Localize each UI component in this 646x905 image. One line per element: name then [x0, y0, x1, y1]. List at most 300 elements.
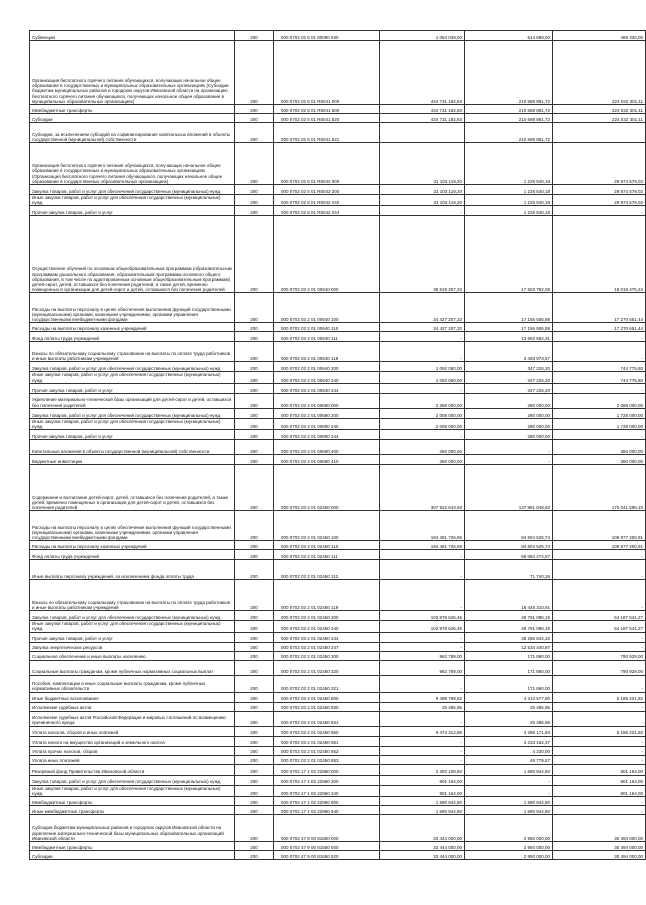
table-row	[30, 143, 646, 185]
row-name-cell: Иные межбюджетные трансферты	[30, 806, 235, 815]
row-code-cell: 200	[235, 642, 274, 651]
row-executed-cell: -	[465, 440, 553, 455]
table-row	[30, 775, 646, 785]
row-code-cell: 200	[235, 293, 274, 323]
table-row	[30, 393, 646, 408]
row-classification-cell: 000 0702 47 9 00 81650 520	[274, 851, 380, 860]
row-unexecuted-cell: 744 775,80	[553, 372, 646, 383]
row-code-cell: 200	[235, 755, 274, 764]
row-name-cell: Иные закупки товаров, работ и услуг для обеспечения государственных (муниципальных) нужд	[30, 372, 235, 383]
row-classification-cell: 000 0702 03 2 01 02460 240	[274, 621, 380, 632]
row-classification-cell: 000 0702 03 2 01 02460 112	[274, 560, 380, 580]
row-executed-cell: 171 860,00	[465, 660, 553, 675]
table-row	[30, 408, 646, 418]
row-unexecuted-cell: -	[553, 755, 646, 764]
table-row	[30, 642, 646, 651]
row-approved-cell: 9 474 312,86	[380, 726, 465, 736]
row-approved-cell: -	[380, 550, 465, 560]
row-executed-cell: 1 228 540,18	[465, 185, 553, 195]
row-unexecuted-cell: 1 728 000,00	[553, 408, 646, 418]
row-approved-cell: 1 092 050,00	[380, 372, 465, 383]
table-row	[30, 851, 646, 860]
row-name-cell: Межбюджетные трансферты	[30, 842, 235, 851]
row-unexecuted-cell: 224 032 301,11	[553, 105, 646, 114]
row-name-cell: Субсидии бюджетам муниципальных районов и городских округов Ивановской области на укрепление материально-технической базы муниципальных образовательных организаций Ивановской области	[30, 815, 235, 842]
row-classification-cell: 000 0702 03 2 01 00690 240	[274, 418, 380, 429]
row-unexecuted-cell: 54 187 541,27	[553, 621, 646, 632]
row-executed-cell: 210 698 881,72	[465, 114, 553, 123]
row-approved-cell: 434 731 182,83	[380, 105, 465, 114]
row-name-cell: Иные закупки товаров, работ и услуг для обеспечения государственных (муниципальных) нужд	[30, 195, 235, 206]
row-approved-cell: 33 444 000,00	[380, 851, 465, 860]
row-code-cell: 200	[235, 736, 274, 746]
row-executed-cell: 1 228 540,18	[465, 143, 553, 185]
row-approved-cell: 31 103 119,20	[380, 195, 465, 206]
row-name-cell: Расходы на выплаты персоналу в целях обеспечения выполнения функций государственными (муниципальными) органами, казенными учреждениями, органами управления государственными внебюджетными фондами	[30, 511, 235, 541]
row-unexecuted-cell: -	[553, 560, 646, 580]
row-name-cell: Взносы по обязательному социальному страхованию на выплаты по оплате труда работников и иные выплаты работникам учреждений	[30, 342, 235, 362]
row-approved-cell: 102 978 626,46	[380, 621, 465, 632]
row-name-cell: Межбюджетные трансферты	[30, 105, 235, 114]
row-classification-cell: 000 0702 03 2 01 02460 830	[274, 702, 380, 711]
row-name-cell: Уплата иных платежей	[30, 755, 235, 764]
row-unexecuted-cell: -	[553, 797, 646, 806]
row-classification-cell: 000 0702 03 2 01 00640 100	[274, 293, 380, 323]
row-approved-cell: 1 590 944,80	[380, 806, 465, 815]
row-approved-cell: 2 392 108,80	[380, 764, 465, 775]
row-executed-cell: 48 791 085,19	[465, 611, 553, 621]
row-executed-cell: 1 228 540,18	[465, 195, 553, 206]
table-row	[30, 785, 646, 796]
row-executed-cell: 280 000,00	[465, 430, 553, 440]
row-executed-cell: 4 230,00	[465, 746, 553, 755]
table-row	[30, 611, 646, 621]
row-name-cell: Фонд оплаты труда учреждений	[30, 332, 235, 342]
row-name-cell: Иные бюджетные ассигнования	[30, 692, 235, 702]
row-approved-cell: 2 008 000,00	[380, 418, 465, 429]
row-unexecuted-cell: -	[553, 550, 646, 560]
table-row	[30, 206, 646, 216]
row-unexecuted-cell: 30 494 000,00	[553, 815, 646, 842]
row-name-cell: Уплата прочих налогов, сборов	[30, 746, 235, 755]
row-approved-cell: 194 481 726,65	[380, 511, 465, 541]
row-approved-cell: 434 731 182,83	[380, 114, 465, 123]
row-code-cell: 200	[235, 465, 274, 511]
row-classification-cell: 000 0702 03 2 01 02460 100	[274, 511, 380, 541]
row-unexecuted-cell: -	[553, 580, 646, 611]
row-unexecuted-cell: 109 877 200,91	[553, 541, 646, 550]
table-row	[30, 105, 646, 114]
budget-report-page	[29, 30, 643, 860]
row-code-cell: 200	[235, 764, 274, 775]
row-name-cell: Прочая закупка товаров, работ и услуг	[30, 632, 235, 642]
row-code-cell: 200	[235, 114, 274, 123]
row-unexecuted-cell: 360 000,00	[553, 440, 646, 455]
table-row	[30, 541, 646, 550]
table-row	[30, 726, 646, 736]
row-executed-cell: 614 689,00	[465, 31, 553, 41]
row-approved-cell: -	[380, 430, 465, 440]
row-name-cell: Закупка товаров, работ и услуг для обеспечения государственных (муниципальных) нужд	[30, 408, 235, 418]
budget-execution-table	[29, 30, 646, 860]
table-row	[30, 764, 646, 775]
table-row	[30, 755, 646, 764]
row-name-cell: Расходы на выплаты персоналу казенных учреждений	[30, 323, 235, 332]
row-approved-cell: 1 092 050,00	[380, 362, 465, 372]
row-code-cell: 200	[235, 418, 274, 429]
row-classification-cell: 000 0702 02 5 01 R5042 244	[274, 206, 380, 216]
row-approved-cell: 34 427 207,32	[380, 293, 465, 323]
row-approved-cell: -	[380, 632, 465, 642]
table-row	[30, 711, 646, 726]
row-unexecuted-cell: 1 728 000,00	[553, 418, 646, 429]
table-row	[30, 806, 646, 815]
row-classification-cell: 000 0702 03 2 01 00690 200	[274, 408, 380, 418]
row-classification-cell: 000 0702 47 9 00 81650 000	[274, 815, 380, 842]
row-name-cell: Взносы по обязательному социальному страхованию на выплаты по оплате труда работников и иные выплаты работникам учреждений	[30, 580, 235, 611]
row-classification-cell: 000 0702 02 5 01 R5041 500	[274, 105, 380, 114]
table-row	[30, 216, 646, 293]
row-approved-cell: -	[380, 642, 465, 651]
row-approved-cell: -	[380, 383, 465, 393]
row-unexecuted-cell: 790 929,00	[553, 660, 646, 675]
row-code-cell: 200	[235, 842, 274, 851]
row-approved-cell: 434 731 182,83	[380, 41, 465, 105]
table-row	[30, 621, 646, 632]
row-executed-cell: -	[465, 455, 553, 465]
row-executed-cell: 25 486,96	[465, 711, 553, 726]
row-name-cell: Прочая закупка товаров, работ и услуг	[30, 206, 235, 216]
row-classification-cell: 000 0702 03 2 01 02460 300	[274, 651, 380, 660]
row-classification-cell: 000 0702 17 1 02 22960 500	[274, 797, 380, 806]
row-approved-cell: 31 103 119,20	[380, 143, 465, 185]
row-code-cell: 200	[235, 41, 274, 105]
row-code-cell: 200	[235, 511, 274, 541]
table-row	[30, 185, 646, 195]
row-name-cell: Организация бесплатного горячего питания обучающихся, получающих начальное общее образование в государственных и муниципальных образовательных организациях (Субсидии бюджетам муниципальных районов и городских округов Ивановской области на организацию бесплатного горячего питания обучающихся, получающих начальное общее образование в муниципальных образовательных организациях)	[30, 41, 235, 105]
row-classification-cell: 000 0702 03 2 01 02460 852	[274, 746, 380, 755]
row-name-cell: Резервный фонд Правительства Ивановской области	[30, 764, 235, 775]
table-row	[30, 675, 646, 692]
row-unexecuted-cell: -	[553, 806, 646, 815]
row-approved-cell: 2 008 000,00	[380, 408, 465, 418]
row-executed-cell: 48 779,57	[465, 755, 553, 764]
row-classification-cell: 000 0702 03 2 01 00640 110	[274, 323, 380, 332]
row-code-cell: 200	[235, 702, 274, 711]
row-name-cell: Расходы на выплаты персоналу казенных учреждений	[30, 541, 235, 550]
row-classification-cell: 000 0702 02 5 01 R5041 000	[274, 41, 380, 105]
table-row	[30, 511, 646, 541]
table-row	[30, 362, 646, 372]
row-code-cell: 200	[235, 372, 274, 383]
row-classification-cell: 000 0702 03 2 01 02460 247	[274, 642, 380, 651]
row-code-cell: 200	[235, 541, 274, 550]
table-row	[30, 342, 646, 362]
row-name-cell: Осуществление обучения по основным общеобразовательным программам (образовательным программам дошкольного образования, образовательным программам основного общего образования, в том числе по адаптированным основным общеобразовательным программам) детей-сирот, детей, оставшихся без попечения родителей, а также детей, временно помещенных в организации для детей-сирот и детей, оставшихся без попечения родителей	[30, 216, 235, 293]
row-executed-cell: 347 226,20	[465, 372, 553, 383]
row-classification-cell: 000 0702 03 2 01 00640 244	[274, 383, 380, 393]
row-unexecuted-cell: 17 270 651,44	[553, 293, 646, 323]
row-classification-cell: 000 0702 02 5 01 R5042 240	[274, 195, 380, 206]
row-classification-cell: 000 0702 17 1 02 22960 240	[274, 785, 380, 796]
row-classification-cell: 000 0702 03 2 01 02460 831	[274, 711, 380, 726]
row-name-cell: Содержание и воспитание детей-сирот, детей, оставшихся без попечения родителей, а также детей, временно помещенных в организации для детей-сирот и детей, оставшихся без попечения родителей	[30, 465, 235, 511]
row-name-cell: Расходы на выплаты персоналу в целях обеспечения выполнения функций государственными (муниципальными) органами, казенными учреждениями, органами управления государственными внебюджетными фондами	[30, 293, 235, 323]
table-row	[30, 465, 646, 511]
row-executed-cell: 4 313 577,90	[465, 692, 553, 702]
row-unexecuted-cell: 109 877 200,91	[553, 511, 646, 541]
row-code-cell: 200	[235, 806, 274, 815]
row-classification-cell: 000 0702 17 1 02 22960 200	[274, 775, 380, 785]
row-name-cell: Иные закупки товаров, работ и услуг для обеспечения государственных (муниципальных) нужд	[30, 418, 235, 429]
table-row	[30, 440, 646, 455]
row-executed-cell: 1 228 540,18	[465, 206, 553, 216]
row-executed-cell: -	[465, 775, 553, 785]
row-executed-cell: 347 226,20	[465, 383, 553, 393]
row-name-cell: Субсидии, за исключением субсидий на софинансирование капитальных вложений в объекты государственной (муниципальной) собственности	[30, 123, 235, 143]
row-unexecuted-cell: 801 164,00	[553, 785, 646, 796]
table-row	[30, 323, 646, 332]
row-executed-cell: 2 950 000,00	[465, 842, 553, 851]
row-classification-cell: 000 0702 03 2 01 02460 320	[274, 660, 380, 675]
row-code-cell: 200	[235, 775, 274, 785]
row-name-cell: Укрепление материально-технической базы организаций для детей-сирот и детей, оставшихся без попечения родителей	[30, 393, 235, 408]
row-executed-cell: 210 698 881,72	[465, 123, 553, 143]
row-code-cell: 200	[235, 797, 274, 806]
row-approved-cell: -	[380, 332, 465, 342]
row-approved-cell: 962 789,00	[380, 651, 465, 660]
row-executed-cell: 48 791 085,19	[465, 621, 553, 632]
row-name-cell: Фонд оплаты труда учреждений	[30, 550, 235, 560]
row-approved-cell: -	[380, 675, 465, 692]
row-executed-cell: 84 604 525,74	[465, 511, 553, 541]
table-row	[30, 123, 646, 143]
row-code-cell: 200	[235, 746, 274, 755]
row-unexecuted-cell: 17 270 651,44	[553, 323, 646, 332]
row-approved-cell: 962 789,00	[380, 660, 465, 675]
row-approved-cell: -	[380, 746, 465, 755]
row-unexecuted-cell: -	[553, 675, 646, 692]
row-unexecuted-cell: 2 088 000,00	[553, 393, 646, 408]
row-name-cell: Социальные выплаты гражданам, кроме публичных нормативных социальных выплат	[30, 660, 235, 675]
row-name-cell: Иные выплаты персоналу учреждений, за исключением фонда оплаты труда	[30, 560, 235, 580]
row-executed-cell: 4 233 162,37	[465, 736, 553, 746]
row-classification-cell: 000 0702 03 2 01 02460 111	[274, 550, 380, 560]
row-classification-cell: 000 0702 17 1 02 22960 000	[274, 764, 380, 775]
row-executed-cell: 1 590 944,80	[465, 797, 553, 806]
row-name-cell: Уплата налога на имущество организаций и земельного налога	[30, 736, 235, 746]
row-unexecuted-cell: 18 015 475,24	[553, 216, 646, 293]
row-classification-cell: 000 0702 03 2 01 00690 244	[274, 430, 380, 440]
table-row	[30, 31, 646, 41]
row-classification-cell: 000 0702 03 2 01 00640 000	[274, 216, 380, 293]
row-code-cell: 200	[235, 621, 274, 632]
row-code-cell: 200	[235, 611, 274, 621]
row-approved-cell: 9 499 799,82	[380, 692, 465, 702]
row-classification-cell: 000 0702 03 2 01 02460 119	[274, 580, 380, 611]
row-approved-cell: -	[380, 711, 465, 726]
row-name-cell: Исполнение судебных актов Российской Федерации и мировых соглашений по возмещению причиненного вреда	[30, 711, 235, 726]
row-code-cell: 200	[235, 726, 274, 736]
row-classification-cell: 000 0702 03 2 01 02460 321	[274, 675, 380, 692]
row-name-cell: Иные закупки товаров, работ и услуг для обеспечения государственных (муниципальных) нужд	[30, 785, 235, 796]
row-executed-cell: 280 000,00	[465, 418, 553, 429]
row-approved-cell: 102 978 626,46	[380, 611, 465, 621]
row-executed-cell: 17 156 555,88	[465, 323, 553, 332]
row-name-cell: Закупка товаров, работ и услуг для обеспечения государственных (муниципальных) нужд	[30, 775, 235, 785]
row-approved-cell: 801 164,00	[380, 775, 465, 785]
row-code-cell: 200	[235, 430, 274, 440]
row-classification-cell: 000 0702 03 2 01 00640 111	[274, 332, 380, 342]
row-executed-cell: 1 590 944,80	[465, 764, 553, 775]
table-row	[30, 651, 646, 660]
row-unexecuted-cell: 30 494 000,00	[553, 851, 646, 860]
row-unexecuted-cell: -	[553, 702, 646, 711]
row-approved-cell: 34 427 207,32	[380, 323, 465, 332]
row-code-cell: 200	[235, 206, 274, 216]
row-code-cell: 200	[235, 560, 274, 580]
row-executed-cell: 137 881 048,83	[465, 465, 553, 511]
row-classification-cell: 000 0702 03 2 01 02460 800	[274, 692, 380, 702]
row-code-cell: 200	[235, 550, 274, 560]
row-classification-cell: 000 0702 03 2 01 00690 410	[274, 455, 380, 465]
row-unexecuted-cell: -	[553, 736, 646, 746]
row-executed-cell: 210 698 881,72	[465, 41, 553, 105]
row-unexecuted-cell: 224 032 301,11	[553, 41, 646, 105]
table-row	[30, 455, 646, 465]
row-executed-cell: 2 950 000,00	[465, 851, 553, 860]
row-unexecuted-cell: -	[553, 383, 646, 393]
row-approved-cell: 33 444 000,00	[380, 842, 465, 851]
row-unexecuted-cell: 30 494 000,00	[553, 842, 646, 851]
table-row	[30, 560, 646, 580]
row-classification-cell: 000 0702 03 2 01 00640 119	[274, 342, 380, 362]
row-code-cell: 200	[235, 105, 274, 114]
row-unexecuted-cell: 744 775,80	[553, 362, 646, 372]
row-code-cell: 200	[235, 660, 274, 675]
table-row	[30, 293, 646, 323]
row-classification-cell: 000 0702 03 2 01 02460 853	[274, 755, 380, 764]
table-row	[30, 660, 646, 675]
row-code-cell: 200	[235, 580, 274, 611]
row-name-cell: Субвенции	[30, 31, 235, 41]
table-row	[30, 842, 646, 851]
row-code-cell: 200	[235, 651, 274, 660]
row-approved-cell: -	[380, 206, 465, 216]
row-classification-cell: 000 0702 03 2 01 02460 851	[274, 736, 380, 746]
row-code-cell: 200	[235, 711, 274, 726]
row-unexecuted-cell: -	[553, 746, 646, 755]
table-row	[30, 815, 646, 842]
row-executed-cell: 1 590 944,80	[465, 806, 553, 815]
row-approved-cell: 801 164,00	[380, 785, 465, 796]
row-classification-cell: 000 0702 03 2 01 00690 400	[274, 440, 380, 455]
row-executed-cell: 280 000,00	[465, 408, 553, 418]
row-name-cell: Закупка товаров, работ и услуг для обеспечения государственных (муниципальных) нужд	[30, 185, 235, 195]
row-executed-cell: 18 448 310,91	[465, 580, 553, 611]
row-approved-cell: -	[380, 736, 465, 746]
row-unexecuted-cell: 54 187 541,27	[553, 611, 646, 621]
table-row	[30, 195, 646, 206]
row-classification-cell: 000 0702 03 2 01 02460 000	[274, 465, 380, 511]
row-name-cell: Прочая закупка товаров, работ и услуг	[30, 430, 235, 440]
table-row	[30, 372, 646, 383]
row-approved-cell: 35 519 257,32	[380, 216, 465, 293]
row-approved-cell	[380, 123, 465, 143]
table-row	[30, 550, 646, 560]
row-code-cell: 200	[235, 216, 274, 293]
row-executed-cell: 347 226,20	[465, 362, 553, 372]
table-row	[30, 418, 646, 429]
row-approved-cell: -	[380, 560, 465, 580]
row-approved-cell: 25 486,96	[380, 702, 465, 711]
row-name-cell: Субсидии	[30, 851, 235, 860]
row-unexecuted-cell: -	[553, 632, 646, 642]
row-approved-cell: 307 922 643,93	[380, 465, 465, 511]
row-name-cell: Иные закупки товаров, работ и услуг для обеспечения государственных (муниципальных) нужд	[30, 621, 235, 632]
row-unexecuted-cell: -	[553, 430, 646, 440]
row-approved-cell: 1 590 944,80	[380, 797, 465, 806]
row-unexecuted-cell: 790 929,00	[553, 651, 646, 660]
row-unexecuted-cell: 360 000,00	[553, 455, 646, 465]
row-unexecuted-cell: 489 330,00	[553, 31, 646, 41]
row-unexecuted-cell: -	[553, 711, 646, 726]
row-unexecuted-cell: 170 041 595,10	[553, 465, 646, 511]
table-row	[30, 430, 646, 440]
row-classification-cell: 000 0702 47 9 00 81650 500	[274, 842, 380, 851]
row-name-cell: Пособия, компенсации и иные социальные выплаты гражданам, кроме публичных нормативных обязательств	[30, 675, 235, 692]
table-row	[30, 797, 646, 806]
table-row	[30, 383, 646, 393]
row-classification-cell: 000 0702 03 2 01 00640 240	[274, 372, 380, 383]
row-name-cell: Прочая закупка товаров, работ и услуг	[30, 383, 235, 393]
row-classification-cell: 000 0702 17 1 02 22960 540	[274, 806, 380, 815]
row-approved-cell: -	[380, 755, 465, 764]
row-approved-cell: 360 000,00	[380, 440, 465, 455]
row-code-cell: 200	[235, 675, 274, 692]
row-unexecuted-cell: 29 874 579,02	[553, 195, 646, 206]
row-executed-cell: 4 288 171,94	[465, 726, 553, 736]
row-code-cell: 200	[235, 815, 274, 842]
row-code-cell: 200	[235, 185, 274, 195]
row-classification-cell: 000 0702 02 5 01 R5042 000	[274, 143, 380, 185]
row-executed-cell: 171 860,00	[465, 675, 553, 692]
row-code-cell: 200	[235, 393, 274, 408]
row-code-cell: 200	[235, 440, 274, 455]
table-body	[30, 31, 646, 860]
row-classification-cell: 000 0702 03 2 01 02460 850	[274, 726, 380, 736]
row-unexecuted-cell: -	[553, 642, 646, 651]
row-name-cell: Социальное обеспечение и иные выплаты населению	[30, 651, 235, 660]
row-unexecuted-cell: -	[553, 206, 646, 216]
row-executed-cell: 171 860,00	[465, 651, 553, 660]
row-unexecuted-cell: 29 874 579,02	[553, 185, 646, 195]
row-code-cell: 200	[235, 362, 274, 372]
row-classification-cell: 000 0702 03 2 01 00640 200	[274, 362, 380, 372]
row-classification-cell: 000 0702 02 5 01 R5041 520	[274, 114, 380, 123]
row-code-cell: 200	[235, 692, 274, 702]
row-approved-cell: 31 103 119,20	[380, 185, 465, 195]
row-executed-cell: 2 950 000,00	[465, 815, 553, 842]
row-code-cell: 200	[235, 31, 274, 41]
row-classification-cell: 000 0702 02 5 01 R5041 521	[274, 123, 380, 143]
row-name-cell: Бюджетные инвестиции	[30, 455, 235, 465]
table-row	[30, 332, 646, 342]
row-executed-cell: 17 503 782,08	[465, 216, 553, 293]
row-executed-cell: 17 156 555,88	[465, 293, 553, 323]
row-unexecuted-cell: 801 164,00	[553, 775, 646, 785]
row-executed-cell: 25 486,96	[465, 702, 553, 711]
